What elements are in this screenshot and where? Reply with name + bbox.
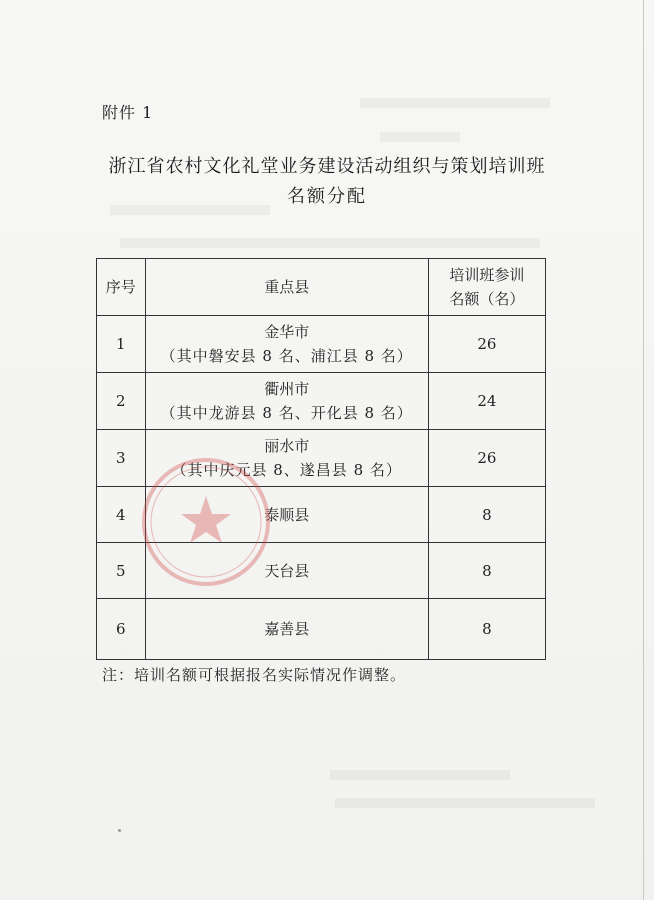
bleed-through-mark bbox=[330, 770, 510, 780]
row-county-name: 金华市 bbox=[264, 323, 310, 341]
table-header-row bbox=[97, 259, 546, 316]
page-edge-line bbox=[643, 0, 644, 900]
row-quota: 24 bbox=[428, 373, 545, 430]
bleed-through-mark bbox=[360, 98, 550, 108]
row-quota: 26 bbox=[428, 430, 545, 487]
row-quota: 8 bbox=[428, 599, 545, 660]
row-county bbox=[145, 316, 428, 373]
row-county-name: 嘉善县 bbox=[145, 599, 428, 660]
row-index: 6 bbox=[97, 599, 146, 660]
row-index: 3 bbox=[97, 430, 146, 487]
table-row bbox=[97, 373, 546, 430]
bleed-through-mark bbox=[120, 238, 540, 248]
row-quota: 8 bbox=[428, 487, 545, 543]
header-index: 序号 bbox=[97, 259, 146, 316]
bleed-through-mark bbox=[380, 132, 460, 142]
official-seal-icon bbox=[136, 452, 276, 592]
header-county: 重点县 bbox=[145, 259, 428, 316]
row-county bbox=[145, 373, 428, 430]
row-county-detail: （其中龙游县 8 名、开化县 8 名） bbox=[160, 404, 413, 422]
header-quota bbox=[428, 259, 545, 316]
row-county-name: 天台县 bbox=[145, 543, 428, 599]
header-quota-line1: 培训班参训 bbox=[449, 266, 525, 284]
table-row bbox=[97, 599, 546, 660]
bleed-through-mark bbox=[335, 798, 595, 808]
row-county-detail: （其中磐安县 8 名、浦江县 8 名） bbox=[160, 347, 413, 365]
document-title: 浙江省农村文化礼堂业务建设活动组织与策划培训班 bbox=[108, 156, 546, 177]
row-index: 5 bbox=[97, 543, 146, 599]
row-quota: 8 bbox=[428, 543, 545, 599]
document-subtitle: 名额分配 bbox=[287, 186, 367, 207]
header-quota-line2: 名额（名） bbox=[449, 290, 525, 308]
row-county-name: 泰顺县 bbox=[145, 487, 428, 543]
footnote: 注：培训名额可根据报名实际情况作调整。 bbox=[102, 666, 407, 684]
row-index: 2 bbox=[97, 373, 146, 430]
table-row bbox=[97, 316, 546, 373]
row-quota: 26 bbox=[428, 316, 545, 373]
row-county-detail: （其中庆元县 8、遂昌县 8 名） bbox=[171, 461, 402, 479]
row-county-name: 丽水市 bbox=[264, 437, 310, 455]
row-index: 4 bbox=[97, 487, 146, 543]
row-county-name: 衢州市 bbox=[264, 380, 310, 398]
row-index: 1 bbox=[97, 316, 146, 373]
scan-speck bbox=[118, 829, 121, 832]
attachment-label: 附件 1 bbox=[102, 103, 154, 122]
